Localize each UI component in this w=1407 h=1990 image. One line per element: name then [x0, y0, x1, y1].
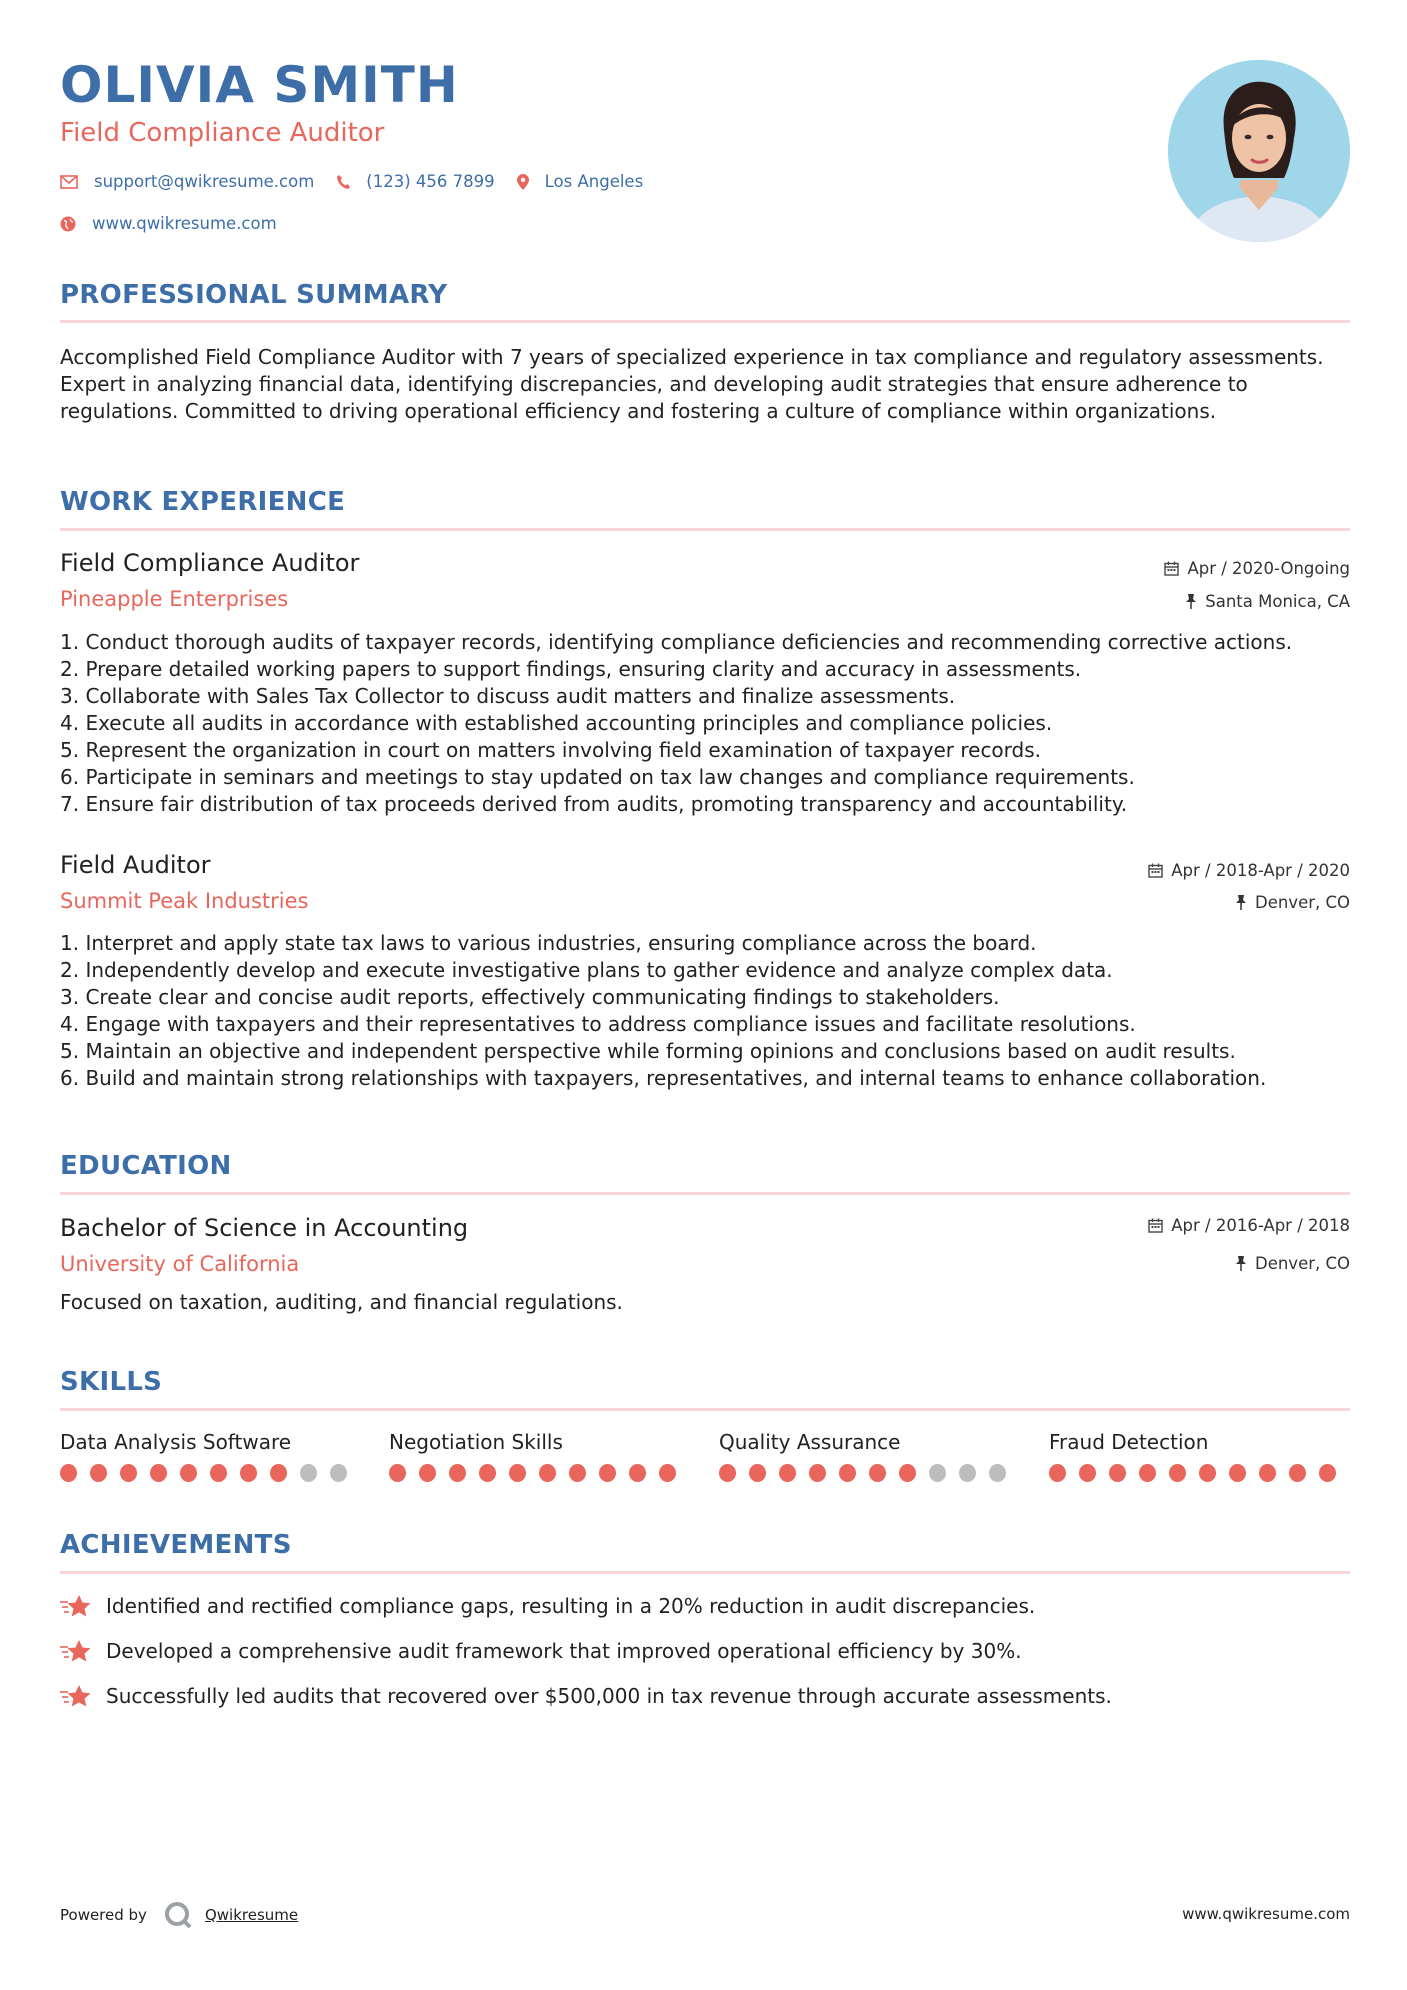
pushpin-icon: [1235, 895, 1247, 910]
footer-url[interactable]: www.qwikresume.com: [1182, 1905, 1350, 1923]
map-pin-icon: [517, 174, 529, 190]
rating-dot-filled: [180, 1464, 197, 1482]
rating-dot-filled: [210, 1464, 227, 1482]
calendar-icon: [1148, 1218, 1163, 1233]
achievements-heading: ACHIEVEMENTS: [60, 1530, 292, 1560]
skill-rating: [1049, 1464, 1349, 1482]
rating-dot-filled: [120, 1464, 137, 1482]
skill-name: Data Analysis Software: [60, 1430, 292, 1454]
rating-dot-filled: [809, 1464, 826, 1482]
rating-dot-empty: [989, 1464, 1006, 1482]
summary-text: Accomplished Field Compliance Auditor with 7 years of specialized experience in tax compliance and regulatory assessments. Expert in analyzing financial data, identifying discrepancies, and developing audit strategies that ensure adherence to regulations. Committed to driving operational efficiency and fostering a culture of compliance within organizations.: [60, 345, 1324, 423]
email-text: support@qwikresume.com: [94, 172, 315, 191]
list-item: 7. Ensure fair distribution of tax proceeds derived from audits, promoting transparency and accountability.: [60, 792, 1128, 816]
job-bullets: [60, 629, 1360, 818]
rating-dot-filled: [869, 1464, 886, 1482]
rating-dot-filled: [1199, 1464, 1216, 1482]
list-item: 1. Conduct thorough audits of taxpayer records, identifying compliance deficiencies and recommending corrective actions.: [60, 630, 1293, 654]
skills-divider: [60, 1408, 1350, 1411]
rating-dot-filled: [1229, 1464, 1246, 1482]
qwikresume-logo-icon: [163, 1900, 193, 1930]
skill-name: Fraud Detection: [1049, 1430, 1209, 1454]
rating-dot-filled: [719, 1464, 736, 1482]
rating-dot-filled: [1139, 1464, 1156, 1482]
experience-divider: [60, 528, 1350, 531]
rating-dot-filled: [240, 1464, 257, 1482]
star-icon: [60, 1683, 92, 1709]
rating-dot-filled: [90, 1464, 107, 1482]
rating-dot-filled: [509, 1464, 526, 1482]
contact-row-2: [60, 214, 299, 233]
rating-dot-filled: [419, 1464, 436, 1482]
job-bullets: [60, 930, 1360, 1092]
contact-website[interactable]: [60, 214, 277, 233]
achievement-text: Developed a comprehensive audit framework that improved operational efficiency by 30%.: [106, 1639, 1022, 1663]
rating-dot-filled: [1169, 1464, 1186, 1482]
rating-dot-empty: [330, 1464, 347, 1482]
rating-dot-filled: [60, 1464, 77, 1482]
skill-rating: [389, 1464, 689, 1482]
pushpin-icon: [1185, 594, 1197, 609]
rating-dot-empty: [929, 1464, 946, 1482]
rating-dot-filled: [779, 1464, 796, 1482]
rating-dot-filled: [749, 1464, 766, 1482]
list-item: 4. Engage with taxpayers and their representatives to address compliance issues and facilitate resolutions.: [60, 1012, 1136, 1036]
list-item: 1. Interpret and apply state tax laws to various industries, ensuring compliance across the board.: [60, 931, 1037, 955]
contact-location: [517, 172, 644, 191]
achievement-item: [60, 1593, 1035, 1619]
list-item: 6. Participate in seminars and meetings to stay updated on tax law changes and compliance requirements.: [60, 765, 1135, 789]
job-dates: [1148, 861, 1350, 880]
rating-dot-filled: [629, 1464, 646, 1482]
achievement-text: Identified and rectified compliance gaps, resulting in a 20% reduction in audit discrepancies.: [106, 1594, 1036, 1618]
summary-divider: [60, 320, 1350, 323]
list-item: 3. Collaborate with Sales Tax Collector to discuss audit matters and finalize assessments.: [60, 684, 956, 708]
rating-dot-filled: [270, 1464, 287, 1482]
job-location-text: Santa Monica, CA: [1205, 592, 1350, 611]
skill-item: [1049, 1430, 1349, 1482]
list-item: 6. Build and maintain strong relationships with taxpayers, representatives, and internal teams to enhance collaboration.: [60, 1066, 1267, 1090]
job-location: [1185, 592, 1350, 611]
pushpin-icon: [1235, 1256, 1247, 1271]
candidate-name: OLIVIA SMITH: [60, 56, 459, 114]
education-location-text: Denver, CO: [1254, 1254, 1350, 1273]
job-dates-text: Apr / 2020-Ongoing: [1187, 559, 1350, 578]
job-company: Summit Peak Industries: [60, 889, 309, 913]
profile-photo: [1168, 60, 1350, 242]
list-item: 3. Create clear and concise audit reports, effectively communicating findings to stakeholders.: [60, 985, 1000, 1009]
rating-dot-filled: [1109, 1464, 1126, 1482]
skill-name: Negotiation Skills: [389, 1430, 563, 1454]
rating-dot-filled: [1319, 1464, 1336, 1482]
job-company: Pineapple Enterprises: [60, 587, 289, 611]
experience-heading: WORK EXPERIENCE: [60, 487, 346, 517]
powered-by-text: Powered by: [60, 1906, 147, 1924]
rating-dot-empty: [959, 1464, 976, 1482]
summary-heading: PROFESSIONAL SUMMARY: [60, 280, 448, 310]
list-item: 2. Independently develop and execute investigative plans to gather evidence and analyze complex data.: [60, 958, 1113, 982]
rating-dot-filled: [1259, 1464, 1276, 1482]
rating-dot-filled: [479, 1464, 496, 1482]
rating-dot-filled: [599, 1464, 616, 1482]
achievement-item: [60, 1683, 1112, 1709]
job-location-text: Denver, CO: [1254, 893, 1350, 912]
skill-item: [60, 1430, 360, 1482]
contact-row-1: [60, 172, 665, 191]
achievement-item: [60, 1638, 1022, 1664]
education-description: Focused on taxation, auditing, and financial regulations.: [60, 1290, 623, 1314]
job-location: [1235, 893, 1350, 912]
education-heading: EDUCATION: [60, 1151, 232, 1181]
skill-name: Quality Assurance: [719, 1430, 901, 1454]
education-location: [1235, 1254, 1350, 1273]
achievements-divider: [60, 1571, 1350, 1574]
calendar-icon: [1148, 863, 1163, 878]
avatar: [1168, 60, 1350, 242]
education-divider: [60, 1192, 1350, 1195]
job-dates: [1164, 559, 1350, 578]
rating-dot-filled: [569, 1464, 586, 1482]
rating-dot-filled: [659, 1464, 676, 1482]
list-item: 5. Represent the organization in court on matters involving field examination of taxpayer records.: [60, 738, 1042, 762]
rating-dot-filled: [1079, 1464, 1096, 1482]
job-dates-text: Apr / 2018-Apr / 2020: [1171, 861, 1350, 880]
job-title: Field Compliance Auditor: [60, 549, 360, 577]
achievement-text: Successfully led audits that recovered over $500,000 in tax revenue through accurate assessments.: [106, 1684, 1112, 1708]
website-text: www.qwikresume.com: [92, 214, 277, 233]
list-item: 5. Maintain an objective and independent perspective while forming opinions and conclusions based on audit results.: [60, 1039, 1236, 1063]
skill-item: [389, 1430, 689, 1482]
list-item: 2. Prepare detailed working papers to support findings, ensuring clarity and accuracy in assessments.: [60, 657, 1082, 681]
rating-dot-filled: [899, 1464, 916, 1482]
rating-dot-filled: [449, 1464, 466, 1482]
list-item: 4. Execute all audits in accordance with established accounting principles and compliance policies.: [60, 711, 1053, 735]
phone-icon: [336, 174, 350, 190]
rating-dot-filled: [539, 1464, 556, 1482]
rating-dot-empty: [300, 1464, 317, 1482]
degree-title: Bachelor of Science in Accounting: [60, 1214, 469, 1242]
location-text: Los Angeles: [544, 172, 644, 191]
calendar-icon: [1164, 561, 1179, 576]
skill-rating: [719, 1464, 1019, 1482]
rating-dot-filled: [389, 1464, 406, 1482]
star-icon: [60, 1593, 92, 1619]
rating-dot-filled: [839, 1464, 856, 1482]
job-title: Field Auditor: [60, 851, 211, 879]
contact-email[interactable]: [60, 172, 314, 191]
footer-powered: [60, 1900, 298, 1930]
phone-text: (123) 456 7899: [366, 172, 495, 191]
globe-icon: [60, 216, 76, 232]
school-name: University of California: [60, 1252, 300, 1276]
skill-item: [719, 1430, 1019, 1482]
contact-phone[interactable]: [336, 172, 494, 191]
skill-rating: [60, 1464, 360, 1482]
qwikresume-link[interactable]: Qwikresume: [204, 1906, 299, 1924]
education-dates: [1148, 1216, 1350, 1235]
rating-dot-filled: [1289, 1464, 1306, 1482]
star-icon: [60, 1638, 92, 1664]
candidate-title: Field Compliance Auditor: [60, 118, 385, 148]
rating-dot-filled: [1049, 1464, 1066, 1482]
education-dates-text: Apr / 2016-Apr / 2018: [1171, 1216, 1350, 1235]
envelope-icon: [60, 175, 78, 189]
skills-heading: SKILLS: [60, 1367, 163, 1397]
rating-dot-filled: [150, 1464, 167, 1482]
